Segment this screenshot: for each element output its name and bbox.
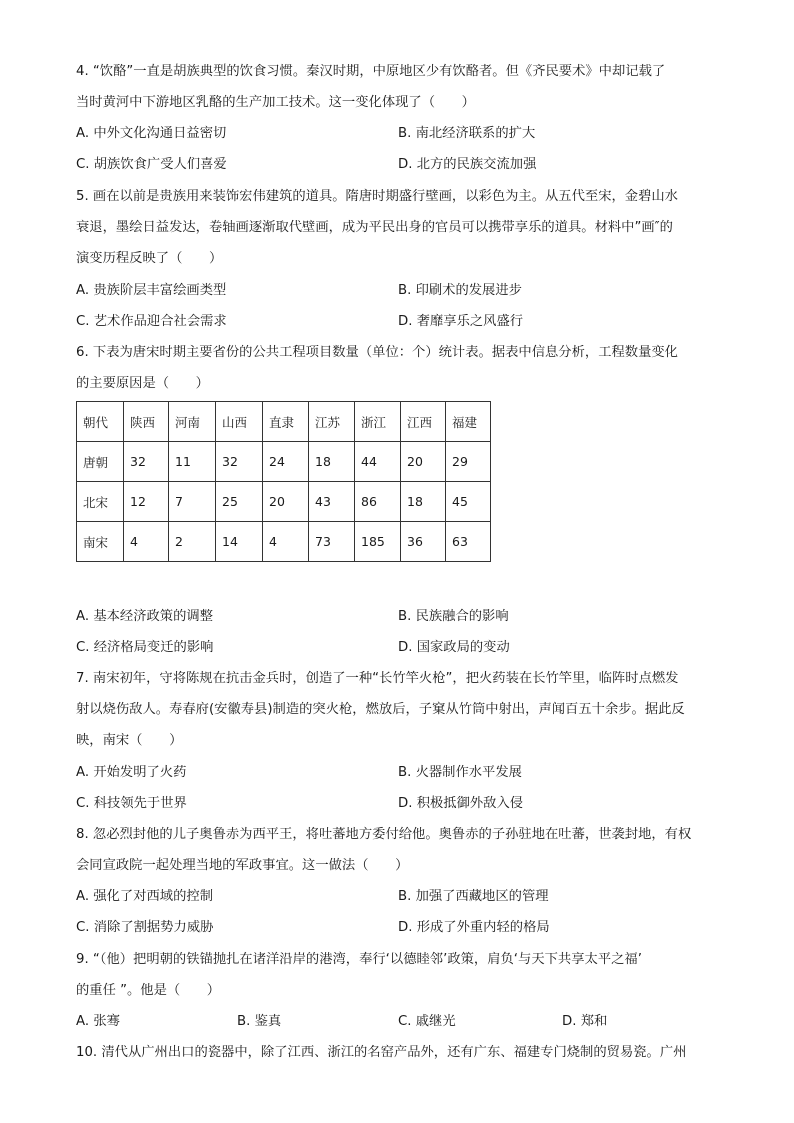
- table-cell: 北宋: [77, 482, 124, 522]
- table-header-cell: 山西: [216, 402, 263, 442]
- q7-stem-line-2: 射以烧伤敌人。寿春府(安徽寿县)制造的突火枪，燃放后，子窠从竹筒中射出，声闻百五十余步。据此反: [76, 702, 685, 717]
- table-row: [77, 522, 491, 562]
- table-header-row: [77, 402, 491, 442]
- q5-stem-line-1: 5. 画在以前是贵族用来装饰宏伟建筑的道具。隋唐时期盛行壁画，以彩色为主。从五代至宋，金碧山水: [76, 189, 678, 204]
- table-header-cell: 福建: [446, 402, 491, 442]
- q9-option-a[interactable]: A. 张骞: [76, 1014, 120, 1029]
- q8-option-a[interactable]: A. 强化了对西域的控制: [76, 889, 213, 904]
- q7-stem-line-3: 映，南宋（ ）: [76, 733, 183, 748]
- q5-stem-line-3: 演变历程反映了（ ）: [76, 251, 223, 266]
- q8-stem-line-2: 会同宣政院一起处理当地的军政事宜。这一做法（ ）: [76, 858, 409, 873]
- q9-option-b[interactable]: B. 鉴真: [237, 1014, 282, 1029]
- table-cell: 7: [169, 482, 216, 522]
- q7-option-d[interactable]: D. 积极抵御外敌入侵: [398, 796, 524, 811]
- q7-option-c[interactable]: C. 科技领先于世界: [76, 796, 187, 811]
- q4-option-b[interactable]: B. 南北经济联系的扩大: [398, 126, 536, 141]
- q7-option-a[interactable]: A. 开始发明了火药: [76, 765, 187, 780]
- table-cell: 南宋: [77, 522, 124, 562]
- table-cell: 2: [169, 522, 216, 562]
- q5-option-d[interactable]: D. 奢靡享乐之风盛行: [398, 314, 524, 329]
- table-header-cell: 朝代: [77, 402, 124, 442]
- table-cell: 73: [309, 522, 355, 562]
- q6-option-c[interactable]: C. 经济格局变迁的影响: [76, 640, 214, 655]
- q9-stem-line-2: 的重任 ”。他是（ ）: [76, 983, 221, 998]
- q6-option-a[interactable]: A. 基本经济政策的调整: [76, 609, 213, 624]
- q4-stem-line-1: 4. “饮酪”一直是胡族典型的饮食习惯。秦汉时期，中原地区少有饮酪者。但《齐民要术》中却记载了: [76, 64, 666, 79]
- table-row: [77, 442, 491, 482]
- q4-stem-line-2: 当时黄河中下游地区乳酪的生产加工技术。这一变化体现了（ ）: [76, 95, 475, 110]
- table-cell: 4: [263, 522, 309, 562]
- q7-option-b[interactable]: B. 火器制作水平发展: [398, 765, 522, 780]
- table-header-cell: 浙江: [355, 402, 401, 442]
- table-cell: 25: [216, 482, 263, 522]
- q8-stem-line-1: 8. 忽必烈封他的儿子奥鲁赤为西平王，将吐蕃地方委付给他。奥鲁赤的子孙驻地在吐蕃，世袭封地，有权: [76, 827, 692, 842]
- q9-stem-line-1: 9. “（他）把明朝的铁锚抛扎在诸洋沿岸的港湾，奉行‘以德睦邻’政策，肩负‘与天下共享太平之福’: [76, 952, 642, 967]
- table-cell: 185: [355, 522, 401, 562]
- q5-option-c[interactable]: C. 艺术作品迎合社会需求: [76, 314, 227, 329]
- q4-option-c[interactable]: C. 胡族饮食广受人们喜爱: [76, 157, 227, 172]
- table-cell: 11: [169, 442, 216, 482]
- table-cell: 24: [263, 442, 309, 482]
- table-cell: 唐朝: [77, 442, 124, 482]
- q8-option-b[interactable]: B. 加强了西藏地区的管理: [398, 889, 549, 904]
- q6-option-d[interactable]: D. 国家政局的变动: [398, 640, 510, 655]
- table-cell: 36: [401, 522, 446, 562]
- table-cell: 18: [401, 482, 446, 522]
- table-header-cell: 江苏: [309, 402, 355, 442]
- table-cell: 18: [309, 442, 355, 482]
- table-header-cell: 直隶: [263, 402, 309, 442]
- q8-option-c[interactable]: C. 消除了割据势力威胁: [76, 920, 214, 935]
- q5-stem-line-2: 衰退，墨绘日益发达，卷轴画逐渐取代壁画，成为平民出身的官员可以携带享乐的道具。材料中”画″的: [76, 220, 673, 235]
- table-cell: 20: [401, 442, 446, 482]
- table-cell: 32: [124, 442, 169, 482]
- table-cell: 44: [355, 442, 401, 482]
- table-cell: 14: [216, 522, 263, 562]
- table-row: [77, 482, 491, 522]
- q9-option-c[interactable]: C. 戚继光: [398, 1014, 456, 1029]
- table-cell: 29: [446, 442, 491, 482]
- q8-option-d[interactable]: D. 形成了外重内轻的格局: [398, 920, 550, 935]
- q7-stem-line-1: 7. 南宋初年，守将陈规在抗击金兵时，创造了一种“长竹竿火枪”，把火药装在长竹竿里，临阵时点燃发: [76, 671, 679, 686]
- table-cell: 45: [446, 482, 491, 522]
- table-cell: 43: [309, 482, 355, 522]
- table-header-cell: 陕西: [124, 402, 169, 442]
- table-cell: 32: [216, 442, 263, 482]
- q10-stem-line-1: 10. 清代从广州出口的瓷器中，除了江西、浙江的名窑产品外，还有广东、福建专门烧制的贸易瓷。广州: [76, 1045, 687, 1060]
- table-cell: 63: [446, 522, 491, 562]
- table-cell: 20: [263, 482, 309, 522]
- q4-option-a[interactable]: A. 中外文化沟通日益密切: [76, 126, 227, 141]
- q6-stem-line-1: 6. 下表为唐宋时期主要省份的公共工程项目数量（单位：个）统计表。据表中信息分析，工程数量变化: [76, 345, 678, 360]
- q9-option-d[interactable]: D. 郑和: [562, 1014, 608, 1029]
- q5-option-a[interactable]: A. 贵族阶层丰富绘画类型: [76, 283, 227, 298]
- q6-stem-line-2: 的主要原因是（ ）: [76, 376, 209, 391]
- table-header-cell: 河南: [169, 402, 216, 442]
- table-cell: 4: [124, 522, 169, 562]
- q6-option-b[interactable]: B. 民族融合的影响: [398, 609, 509, 624]
- public-works-table: [76, 401, 491, 562]
- table-cell: 12: [124, 482, 169, 522]
- q4-option-d[interactable]: D. 北方的民族交流加强: [398, 157, 537, 172]
- q5-option-b[interactable]: B. 印刷术的发展进步: [398, 283, 522, 298]
- table-header-cell: 江西: [401, 402, 446, 442]
- table-cell: 86: [355, 482, 401, 522]
